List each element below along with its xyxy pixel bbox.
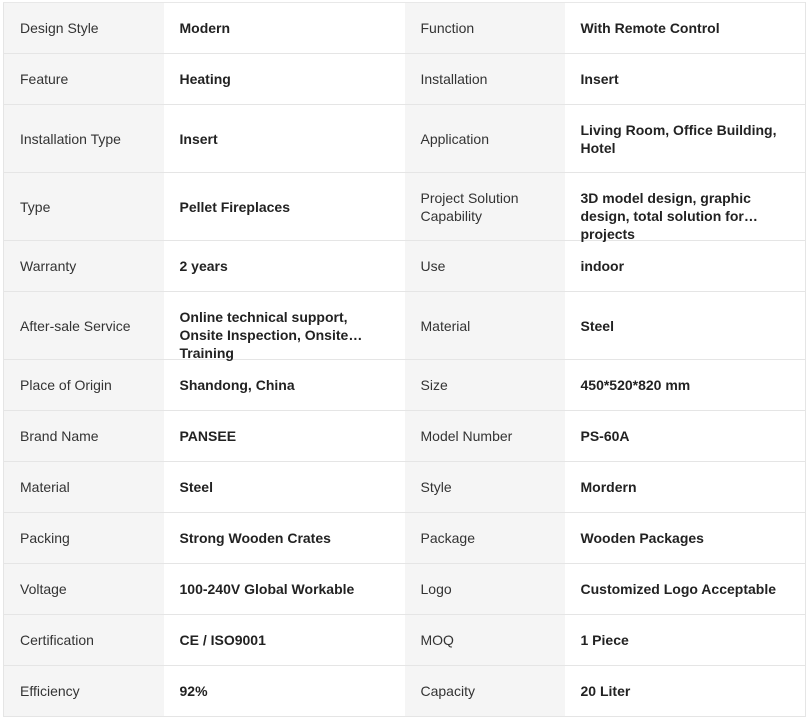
spec-value: Insert (164, 105, 405, 173)
spec-value: Modern (164, 3, 405, 54)
spec-value: Insert (565, 54, 806, 105)
spec-row-installation-type (4, 105, 806, 173)
spec-value: 20 Liter (565, 666, 806, 717)
spec-value: Strong Wooden Crates (164, 513, 405, 564)
spec-label: Voltage (4, 564, 164, 615)
spec-row-certification (4, 615, 806, 666)
spec-row-material (4, 462, 806, 513)
spec-label (405, 173, 565, 241)
spec-label: After-sale Service (4, 292, 164, 360)
spec-label: Warranty (4, 241, 164, 292)
spec-value: Heating (164, 54, 405, 105)
spec-value: Steel (164, 462, 405, 513)
spec-value: Pellet Fireplaces (164, 173, 405, 241)
spec-label: Material (405, 292, 565, 360)
spec-label: Package (405, 513, 565, 564)
spec-label: Feature (4, 54, 164, 105)
spec-label: Packing (4, 513, 164, 564)
spec-row-place-of-origin (4, 360, 806, 411)
spec-label: Place of Origin (4, 360, 164, 411)
spec-label: Model Number (405, 411, 565, 462)
spec-value: Shandong, China (164, 360, 405, 411)
spec-label: Size (405, 360, 565, 411)
spec-label: Efficiency (4, 666, 164, 717)
spec-row-warranty (4, 241, 806, 292)
spec-value: 92% (164, 666, 405, 717)
spec-value: Customized Logo Acceptable (565, 564, 806, 615)
spec-label-text: Project Solution Capability (420, 189, 519, 224)
spec-row-type (4, 173, 806, 241)
spec-label: Type (4, 173, 164, 241)
spec-row-voltage (4, 564, 806, 615)
spec-label: Function (405, 3, 565, 54)
spec-value (565, 173, 806, 241)
spec-value: CE / ISO9001 (164, 615, 405, 666)
spec-row-efficiency (4, 666, 806, 717)
spec-label: Certification (4, 615, 164, 666)
spec-label: Installation (405, 54, 565, 105)
spec-label: Style (405, 462, 565, 513)
spec-label: Application (405, 105, 565, 173)
spec-label: Material (4, 462, 164, 513)
spec-label: Capacity (405, 666, 565, 717)
spec-value-text: Online technical support, Onsite Inspection, Onsite Training (179, 308, 349, 361)
spec-label: Installation Type (4, 105, 164, 173)
spec-label: Design Style (4, 3, 164, 54)
spec-row-design-style (4, 3, 806, 54)
spec-value-text: Living Room, Office Building, Hotel (580, 121, 777, 156)
spec-value: 450*520*820 mm (565, 360, 806, 411)
spec-label: Use (405, 241, 565, 292)
product-specifications-table (3, 2, 806, 717)
spec-label: Brand Name (4, 411, 164, 462)
spec-value: With Remote Control (565, 3, 806, 54)
spec-value-text: 3D model design, graphic design, total solution for projects (580, 189, 751, 242)
spec-row-packing (4, 513, 806, 564)
spec-value: Steel (565, 292, 806, 360)
spec-value: PS-60A (565, 411, 806, 462)
spec-value: indoor (565, 241, 806, 292)
spec-value (164, 292, 405, 360)
spec-row-after-sale-service (4, 292, 806, 360)
spec-value: 1 Piece (565, 615, 806, 666)
spec-label: MOQ (405, 615, 565, 666)
spec-value: 100-240V Global Workable (164, 564, 405, 615)
spec-label: Logo (405, 564, 565, 615)
spec-value: Wooden Packages (565, 513, 806, 564)
spec-row-brand-name (4, 411, 806, 462)
spec-value: Mordern (565, 462, 806, 513)
spec-value: PANSEE (164, 411, 405, 462)
spec-value: 2 years (164, 241, 405, 292)
spec-value (565, 105, 806, 173)
spec-row-feature (4, 54, 806, 105)
